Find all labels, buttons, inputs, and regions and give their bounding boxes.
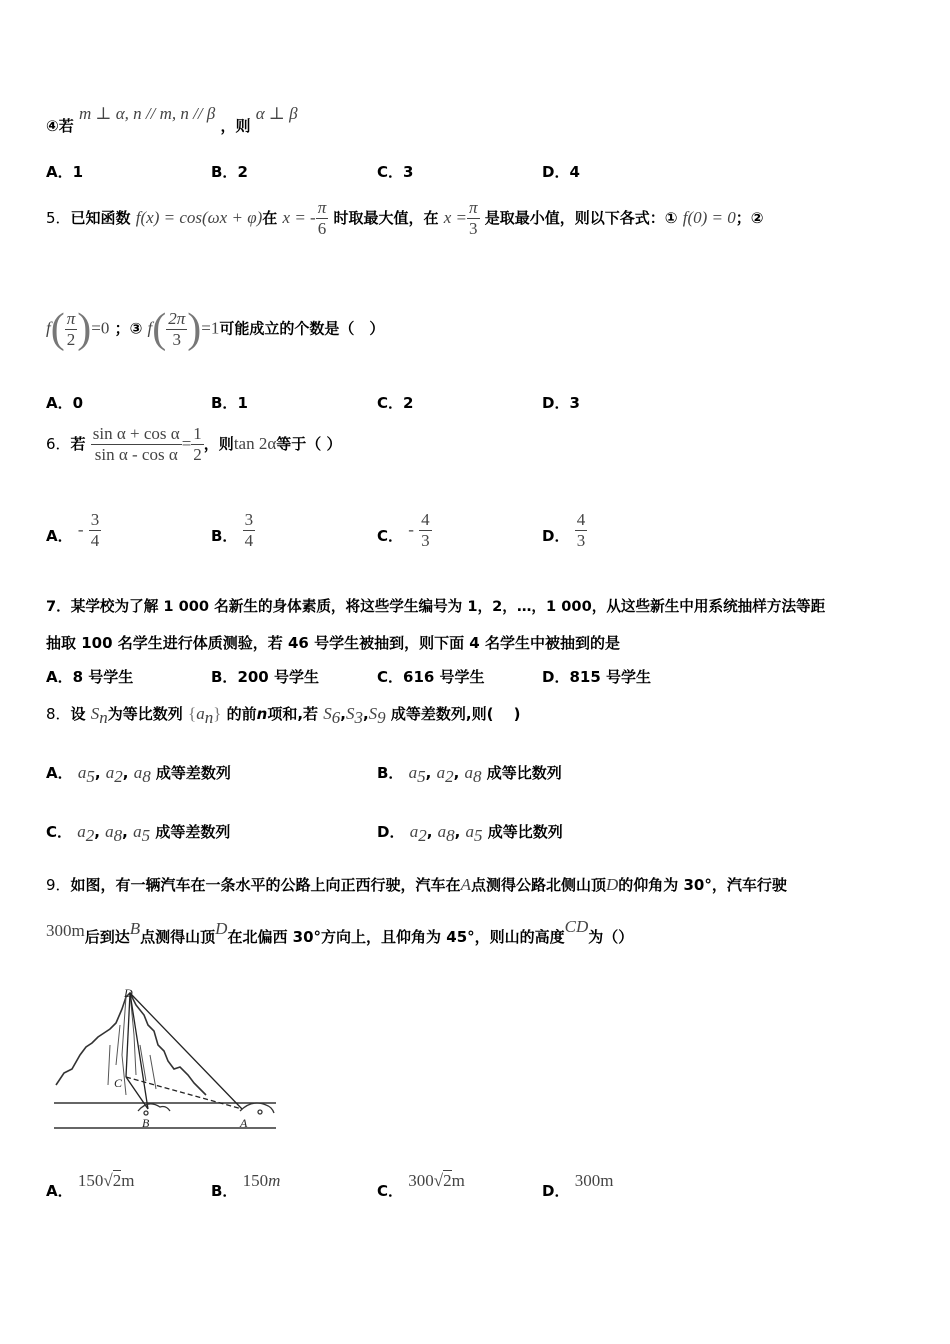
label-a: A — [240, 1116, 248, 1130]
q8-option-d: D． $a_2$, $a_8$, $a_5$ 成等比数列 — [377, 822, 563, 845]
q5-option-c: C．2 — [377, 394, 414, 412]
q8-option-c: C． $a_2$, $a_8$, $a_5$ 成等差数列 — [46, 822, 231, 845]
q4-option-a: A．1 — [46, 163, 84, 181]
q7-option-c: C．616 号学生 — [377, 668, 485, 686]
q7-option-b: B．200 号学生 — [211, 668, 319, 686]
q9-option-a: A． 150√2m — [46, 1171, 135, 1200]
label-b: B — [142, 1116, 150, 1130]
q9-option-d: D． 300m — [542, 1171, 614, 1200]
q5-option-b: B．1 — [211, 394, 248, 412]
q9-option-c: C． 300√2m — [377, 1171, 465, 1200]
q5-f0: f(0) = 0 — [682, 208, 736, 227]
q5-line1: 5．已知函数 f(x) = cos(ωx + φ)在 x = - $\frac{\pi}{6}$ 时取最大值，在 x = $\frac{\pi}{3}$ 是取最小值，则以下各式：① f(0) = 0；② — [46, 198, 764, 238]
q9-line2: 300m后到达B点测得山顶D在北偏西 30°方向上，且仰角为 45°，则山的高度CD为（） — [46, 917, 634, 946]
label-c: C — [114, 1076, 123, 1090]
q4-option-b: B．2 — [211, 163, 248, 181]
q4-item4-prefix: ④若 — [46, 117, 74, 135]
q7-option-a: A．8 号学生 — [46, 668, 134, 686]
q4-item4-condition: m ⊥ α, n // m, n // β — [78, 104, 216, 123]
q4-option-d: D．4 — [542, 163, 580, 181]
q6-rhs-fraction: $\frac{1}{2}$ — [193, 424, 202, 464]
q7-line2: 抽取 100 名学生进行体质测验，若 46 号学生被抽到，则下面 4 名学生中被抽到的是 — [46, 634, 620, 652]
car-a-icon — [240, 1103, 274, 1114]
label-d: D — [124, 986, 133, 1000]
q6-option-c: C． - $\frac{4}{3}$ — [377, 510, 430, 550]
q5-option-d: D．3 — [542, 394, 580, 412]
mountain-figure — [50, 985, 280, 1135]
q9-line1: 9．如图，有一辆汽车在一条水平的公路上向正西行驶，汽车在A点测得公路北侧山顶D的仰角为 30°，汽车行驶 — [46, 875, 787, 894]
q5-e2-fraction: $\frac{\pi}{2}$ — [66, 308, 76, 349]
q5-function: f(x) = cos(ωx + φ) — [135, 208, 263, 227]
q5-number: 5． — [46, 209, 71, 227]
q8-option-a: A． $a_5$, $a_2$, $a_8$ 成等差数列 — [46, 763, 231, 786]
sight-lines — [126, 993, 242, 1109]
q6-option-d: D． $\frac{4}{3}$ — [542, 510, 586, 550]
q4-item4-conclusion: α ⊥ β — [255, 104, 298, 123]
q4-item4 — [46, 103, 298, 135]
q7-option-d: D．815 号学生 — [542, 668, 651, 686]
q5-e3-fraction: $\frac{2\pi}{3}$ — [168, 308, 186, 349]
q5-option-a: A．0 — [46, 394, 84, 412]
q6-line: 6．若 $\frac{\text{sin α + cos α}}{\text{sin α - cos α}}$ = $\frac{1}{2}$ ，则tan 2α等于（ ） — [46, 424, 342, 464]
q8-option-b: B． $a_5$, $a_2$, $a_8$ 成等比数列 — [377, 763, 562, 786]
car-b-icon — [138, 1104, 170, 1115]
q5-line2: f( $\frac{\pi}{2}$ )=0 ；③ f( $\frac{2\pi}{3}$ )=1可能成立的个数是（ ） — [46, 306, 385, 352]
q7-line1: 7．某学校为了解 1 000 名新生的身体素质，将这些学生编号为 1，2，…，1 000，从这些新生中用系统抽样方法等距 — [46, 598, 826, 615]
q4-option-c: C．3 — [377, 163, 414, 181]
q6-main-fraction: $\frac{\text{sin α + cos α}}{\text{sin α - cos α}}$ — [92, 424, 180, 464]
q5-x2-fraction: $\frac{\pi}{3}$ — [469, 198, 478, 238]
q9-option-b: B． 150m — [211, 1171, 281, 1200]
q6-option-a: A． - $\frac{3}{4}$ — [46, 510, 100, 550]
q5-x1-fraction: $\frac{\pi}{6}$ — [317, 198, 327, 238]
q4-item4-mid: ，则 — [220, 117, 251, 135]
q8-line: 8．设 $S_n$为等比数列 $\{a_n\}$ 的前n项和,若 $S_6,S_3,S_9$ 成等差数列,则( ) — [46, 704, 521, 727]
q6-option-b: B． $\frac{3}{4}$ — [211, 510, 254, 550]
